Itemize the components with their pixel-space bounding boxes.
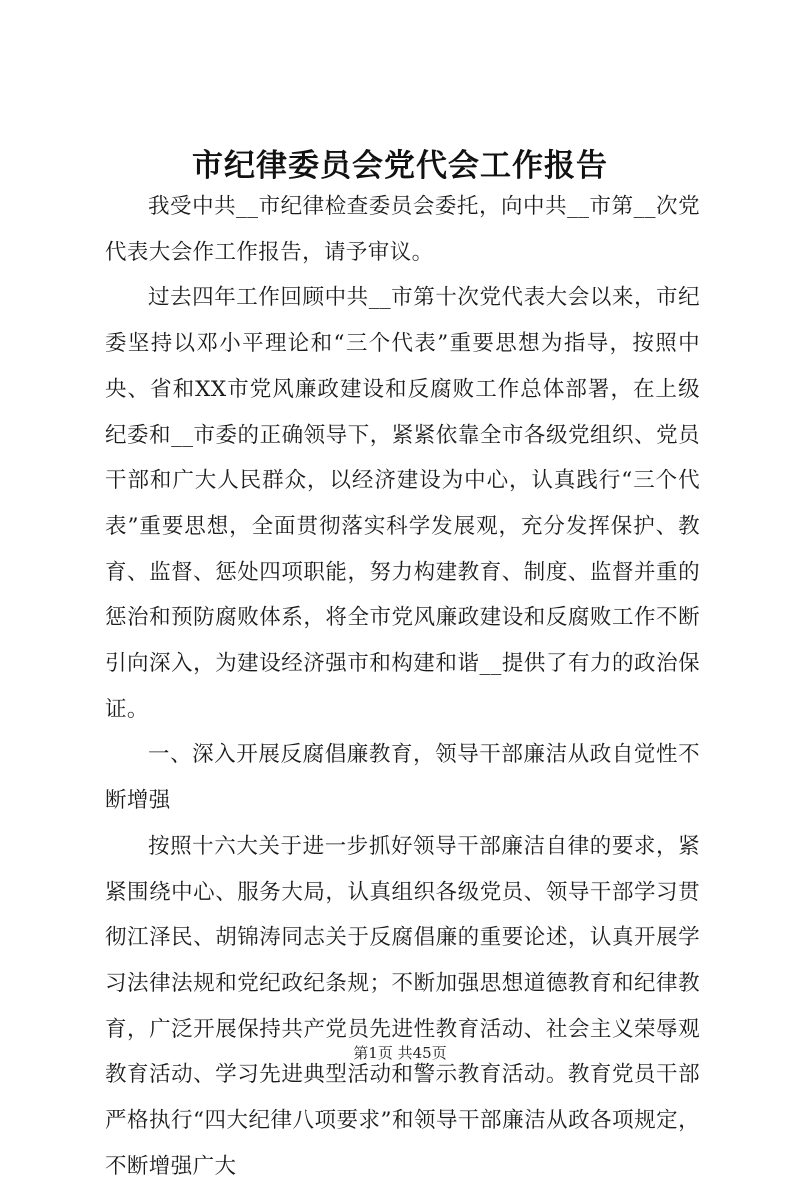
paragraph-section-1: 按照十六大关于进一步抓好领导干部廉洁自律的要求，紧紧围绕中心、服务大局，认真组织各级党员、领导干部学习贯彻江泽民、胡锦涛同志关于反腐倡廉的重要论述，认真开展学习法律法规和党纪政纪条规；不断加强思想道德教育和纪律教育，广泛开展保持共产党员先进性教育活动、社会主义荣辱观教育活动、学习先进典型活动和警示教育活动。教育党员干部严格执行“四大纪律八项要求”和领导干部廉洁从政各项规定，不断增强广大 xyxy=(105,833,700,1179)
document-body xyxy=(105,184,700,1189)
page-footer: 第1页 共45页 xyxy=(353,1044,447,1062)
document-title: 市纪律委员会党代会工作报告 xyxy=(192,148,608,184)
section-heading-1: 一、深入开展反腐倡廉教育，领导干部廉洁从政自觉性不断增强 xyxy=(105,742,700,814)
paragraph-intro: 我受中共__市纪律检查委员会委托，向中共__市第__次党代表大会作工作报告，请予审议。 xyxy=(105,194,700,265)
paragraph-review: 过去四年工作回顾中共__市第十次党代表大会以来，市纪委坚持以邓小平理论和“三个代表”重要思想为指导，按照中央、省和XX市党风廉政建设和反腐败工作总体部署，在上级纪委和__市委的正确领导下，紧紧依靠全市各级党组织、党员干部和广大人民群众，以经济建设为中心，认真践行“三个代表”重要思想，全面贯彻落实科学发展观，充分发挥保护、教育、监督、惩处四项职能，努力构建教育、制度、监督并重的惩治和预防腐败体系，将全市党风廉政建设和反腐败工作不断引向深入，为建设经济强市和构建和谐__提供了有力的政治保证。 xyxy=(105,285,700,722)
